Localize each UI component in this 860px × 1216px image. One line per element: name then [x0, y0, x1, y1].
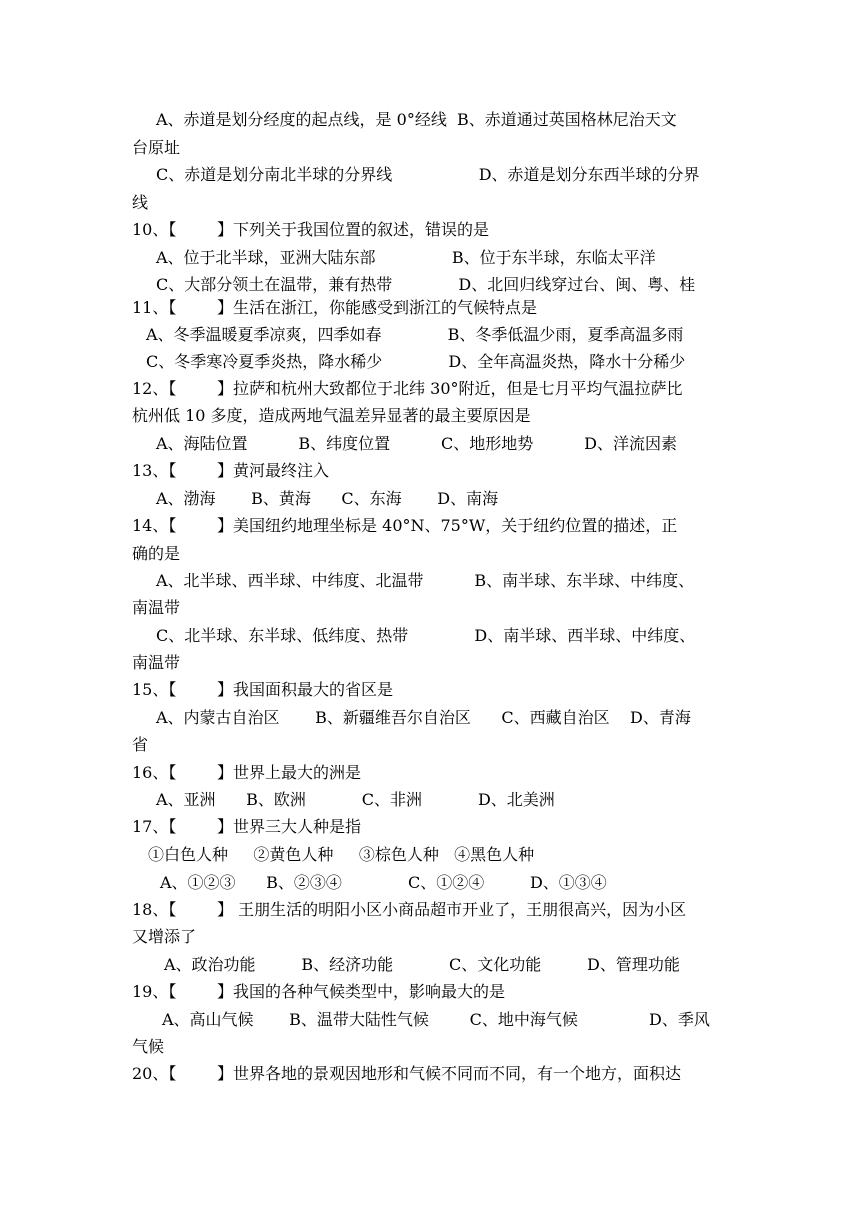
question-19: 19、【 】我国的各种气候类型中，影响最大的是 — [132, 982, 506, 1001]
text-line: C、大部分领土在温带，兼有热带 D、北回归线穿过台、闽、粤、桂 — [156, 275, 696, 294]
question-15: 15、【 】我国面积最大的省区是 — [132, 680, 394, 699]
text-line: C、赤道是划分南北半球的分界线 D、赤道是划分东西半球的分界 — [156, 165, 700, 184]
text-line: A、冬季温暖夏季凉爽，四季如春 B、冬季低温少雨，夏季高温多雨 — [146, 325, 684, 344]
text-line: A、亚洲 B、欧洲 C、非洲 D、北美洲 — [156, 790, 555, 809]
text-line: A、海陆位置 B、纬度位置 C、地形地势 D、洋流因素 — [156, 434, 677, 453]
text-line: C、北半球、东半球、低纬度、热带 D、南半球、西半球、中纬度、 — [156, 626, 696, 645]
text-line: 气候 — [132, 1037, 165, 1056]
text-line: A、渤海 B、黄海 C、东海 D、南海 — [156, 489, 499, 508]
text-line: 又增添了 — [132, 927, 197, 946]
text-line: A、北半球、西半球、中纬度、北温带 B、南半球、东半球、中纬度、 — [156, 571, 695, 590]
question-20: 20、【 】世界各地的景观因地形和气候不同而不同，有一个地方，面积达 — [132, 1064, 682, 1083]
question-17: 17、【 】世界三大人种是指 — [132, 817, 362, 836]
text-line: 线 — [132, 193, 149, 212]
text-line: 杭州低 10 多度，造成两地气温差异显著的最主要原因是 — [132, 406, 531, 425]
text-line-a-option: A、赤道是划分经度的起点线，是 0°经线 B、赤道通过英国格林尼治天文 — [156, 110, 677, 129]
text-line: A、政治功能 B、经济功能 C、文化功能 D、管理功能 — [164, 955, 680, 974]
question-14: 14、【 】美国纽约地理坐标是 40°N、75°W，关于纽约位置的描述，正 — [132, 516, 678, 535]
text-line: C、冬季寒冷夏季炎热，降水稀少 D、全年高温炎热，降水十分稀少 — [146, 352, 686, 371]
text-line: 台原址 — [132, 138, 181, 157]
text-line: A、内蒙古自治区 B、新疆维吾尔自治区 C、西藏自治区 D、青海 — [156, 708, 691, 727]
question-10: 10、【 】下列关于我国位置的叙述，错误的是 — [132, 220, 490, 239]
question-12: 12、【 】拉萨和杭州大致都位于北纬 30°附近，但是七月平均气温拉萨比 — [132, 379, 683, 398]
text-line: ①白色人种 ②黄色人种 ③棕色人种 ④黑色人种 — [148, 845, 535, 864]
text-line: A、①②③ B、②③④ C、①②④ D、①③④ — [160, 873, 607, 892]
text-line: 确的是 — [132, 544, 181, 563]
text-line: A、位于北半球，亚洲大陆东部 B、位于东半球，东临太平洋 — [156, 248, 656, 267]
text-line: 省 — [132, 735, 149, 754]
text-line: 南温带 — [132, 598, 181, 617]
question-16: 16、【 】世界上最大的洲是 — [132, 763, 362, 782]
question-13: 13、【 】黄河最终注入 — [132, 461, 330, 480]
text-line: A、高山气候 B、温带大陆性气候 C、地中海气候 D、季风 — [162, 1010, 710, 1029]
question-18: 18、【 】 王朋生活的明阳小区小商品超市开业了，王朋很高兴，因为小区 — [132, 900, 687, 919]
question-11: 11、【 】生活在浙江，你能感受到浙江的气候特点是 — [132, 298, 538, 317]
text-line: 南温带 — [132, 653, 181, 672]
